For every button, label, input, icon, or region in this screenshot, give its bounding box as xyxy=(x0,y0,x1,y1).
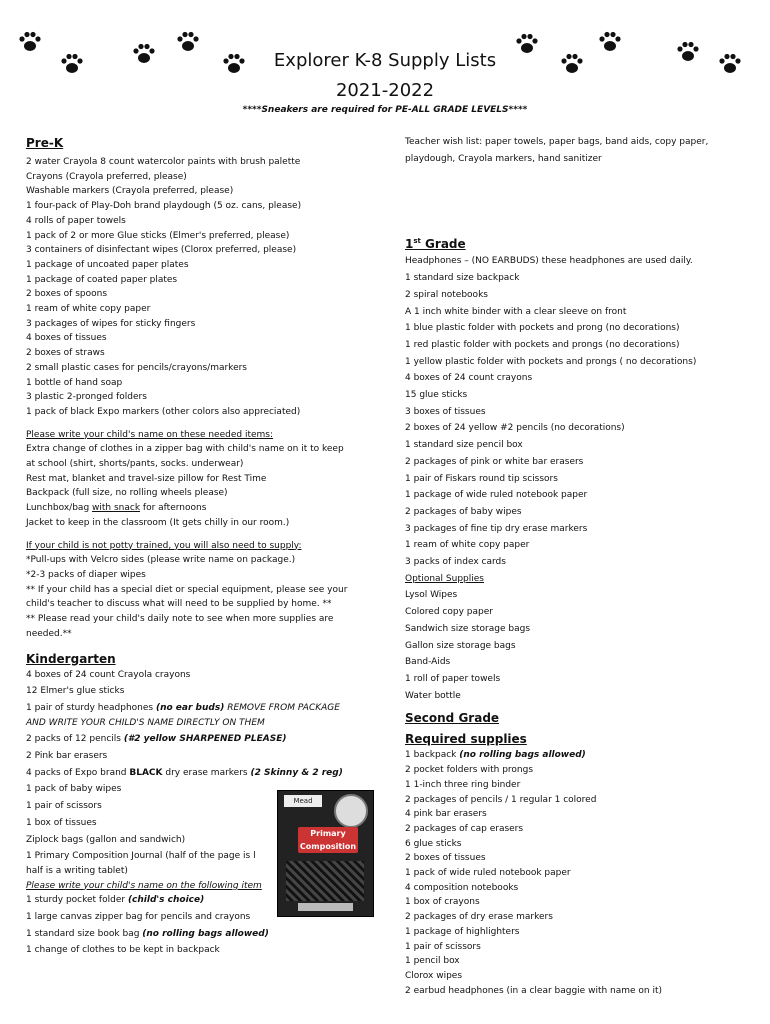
list-item: 2 small plastic cases for pencils/crayons/markers xyxy=(26,362,247,373)
heading-num: 1 xyxy=(405,237,414,252)
lunch-suffix: for afternoons xyxy=(140,503,207,514)
list-item: 1 large canvas zipper bag for pencils and crayons xyxy=(26,912,251,923)
list-item: 4 boxes of 24 count Crayola crayons xyxy=(26,669,191,680)
list-item: 1 bottle of hand soap xyxy=(26,377,123,388)
item-text: 1 backpack xyxy=(405,750,460,761)
teacher-wish-list xyxy=(405,135,755,150)
required-supplies-heading: Required supplies xyxy=(405,732,527,747)
list-item: 2 boxes of spoons xyxy=(26,289,108,300)
list-item: 1 roll of paper towels xyxy=(405,673,501,684)
list-item: Colored copy paper xyxy=(405,607,493,618)
list-item: 1 yellow plastic folder with pockets and prongs ( no decorations) xyxy=(405,356,697,367)
list-item: 2 boxes of 24 yellow #2 pencils (no decorations) xyxy=(405,423,625,434)
item-emphasis: (#2 yellow SHARPENED PLEASE) xyxy=(123,734,287,745)
kindergarten-heading: Kindergarten xyxy=(26,651,116,666)
list-item: 12 Elmer's glue sticks xyxy=(26,686,125,697)
list-item: Clorox wipes xyxy=(405,970,463,981)
list-item: 1 pack of 2 or more Glue sticks (Elmer's preferred, please) xyxy=(26,230,290,241)
list-item: 1 four-pack of Play-Doh brand playdough (5 oz. cans, please) xyxy=(26,201,302,212)
list-item: *Pull-ups with Velcro sides (please write name on package.) xyxy=(26,555,296,566)
list-item: 4 composition notebooks xyxy=(405,882,519,893)
list-item: 1 blue plastic folder with pockets and prong (no decorations) xyxy=(405,323,680,334)
list-item: Headphones – (NO EARBUDS) these headphones are used daily. xyxy=(405,256,693,267)
list-item: 2 packages of dry erase markers xyxy=(405,912,553,923)
list-item: 3 packs of index cards xyxy=(405,557,506,568)
wish-text: paper towels, paper bags, band aids, copy paper, xyxy=(482,137,709,147)
list-item: child's teacher to discuss what will need to be supplied by home. ** xyxy=(26,599,332,610)
list-item: Washable markers (Crayola preferred, please) xyxy=(26,186,234,197)
list-item: 2 boxes of straws xyxy=(26,348,105,359)
item-text: 1 pair of sturdy headphones xyxy=(26,702,156,713)
list-item xyxy=(26,927,386,942)
name-items-heading: Please write your child's name on the following item xyxy=(26,880,262,891)
list-item: 2 pocket folders with prongs xyxy=(405,765,534,776)
list-item: 1 change of clothes to be kept in backpack xyxy=(26,945,220,956)
list-item: 2 boxes of tissues xyxy=(405,853,486,864)
item-text: 1 standard size book bag xyxy=(26,928,143,939)
list-item: 1 Primary Composition Journal (half of the page is l xyxy=(26,851,256,862)
list-item: Jacket to keep in the classroom (It gets chilly in our room.) xyxy=(26,517,290,528)
first-grade-list xyxy=(405,253,755,704)
heading-sup: st xyxy=(413,237,421,246)
prek-list xyxy=(26,155,386,420)
right-column xyxy=(405,135,755,998)
list-item: 2 packages of cap erasers xyxy=(405,823,524,834)
list-item: AND WRITE YOUR CHILD'S NAME DIRECTLY ON THEM xyxy=(26,717,265,728)
list-item: 1 pack of wide ruled notebook paper xyxy=(405,868,571,879)
list-item: Crayons (Crayola preferred, please) xyxy=(26,171,187,182)
list-item: 2 spiral notebooks xyxy=(405,289,488,300)
notebook-label xyxy=(298,903,353,911)
item-emphasis: (child's choice) xyxy=(127,895,205,906)
list-item: 1 pair of Fiskars round tip scissors xyxy=(405,473,558,484)
item-emphasis: BLACK xyxy=(129,767,163,778)
list-item: Lysol Wipes xyxy=(405,590,458,601)
item-emphasis: (no rolling bags allowed) xyxy=(142,928,269,939)
list-item: Rest mat, blanket and travel-size pillow for Rest Time xyxy=(26,473,267,484)
heading-word: Grade xyxy=(420,237,466,252)
item-text: 4 packs of Expo brand xyxy=(26,767,130,778)
name-items-heading: Please write your child's name on these needed items: xyxy=(26,429,274,440)
page-title: Explorer K-8 Supply Lists xyxy=(273,50,497,71)
school-year: 2021-2022 xyxy=(335,80,435,101)
marble-pattern xyxy=(286,861,364,901)
list-item: 4 boxes of tissues xyxy=(26,333,107,344)
list-item: 1 ream of white copy paper xyxy=(405,540,530,551)
list-item: 1 box of tissues xyxy=(26,817,97,828)
optional-supplies-heading: Optional Supplies xyxy=(405,573,484,584)
item-emphasis: (no rolling bags allowed) xyxy=(459,750,586,761)
list-item: 2 packages of pencils / 1 regular 1 colored xyxy=(405,794,597,805)
list-item: 2 earbud headphones (in a clear baggie with name on it) xyxy=(405,985,663,996)
second-grade-heading: Second Grade xyxy=(405,711,500,726)
list-item: 2 packages of baby wipes xyxy=(405,506,522,517)
list-item: 1 1-inch three ring binder xyxy=(405,779,521,790)
list-item: 1 package of highlighters xyxy=(405,926,520,937)
list-item: Gallon size storage bags xyxy=(405,640,516,651)
list-item: 15 glue sticks xyxy=(405,390,468,401)
list-item: 4 rolls of paper towels xyxy=(26,215,126,226)
list-item: 1 standard size backpack xyxy=(405,273,520,284)
notebook-title: Primary Composition xyxy=(299,829,357,851)
list-item: 3 packages of fine tip dry erase markers xyxy=(405,523,588,534)
list-item: 1 red plastic folder with pockets and prongs (no decorations) xyxy=(405,339,680,350)
list-item: Sandwich size storage bags xyxy=(405,623,531,634)
item-text: 1 sturdy pocket folder xyxy=(26,895,128,906)
list-item: ** If your child has a special diet or special equipment, please see your xyxy=(26,584,348,595)
list-item: A 1 inch white binder with a clear sleeve on front xyxy=(405,306,627,317)
composition-notebook-image xyxy=(277,790,374,917)
item-text: 2 packs of 12 pencils xyxy=(26,734,124,745)
list-item: 2 water Crayola 8 count watercolor paints with brush palette xyxy=(26,157,301,167)
list-item: 3 boxes of tissues xyxy=(405,406,486,417)
list-item: Ziplock bags (gallon and sandwich) xyxy=(26,834,186,845)
list-item xyxy=(26,501,386,516)
list-item xyxy=(405,748,755,763)
notebook-brand: Mead xyxy=(284,795,322,807)
list-item: 4 pink bar erasers xyxy=(405,809,487,820)
wish-text-2: playdough, Crayola markers, hand sanitizer xyxy=(405,153,602,164)
list-item: 1 pack of baby wipes xyxy=(26,784,122,795)
list-item xyxy=(26,766,386,781)
list-item: Extra change of clothes in a zipper bag with child's name on it to keep xyxy=(26,444,344,455)
list-item: 3 packages of wipes for sticky fingers xyxy=(26,318,196,329)
list-item: *2-3 packs of diaper wipes xyxy=(26,569,146,580)
list-item: 3 containers of disinfectant wipes (Clorox preferred, please) xyxy=(26,245,297,256)
list-item xyxy=(26,732,386,747)
list-item: ** Please read your child's daily note to see when more supplies are xyxy=(26,614,334,625)
list-item: 1 package of wide ruled notebook paper xyxy=(405,490,588,501)
list-item: Backpack (full size, no rolling wheels please) xyxy=(26,488,228,499)
item-emphasis: (2 Skinny & 2 reg) xyxy=(250,767,343,778)
list-item: 1 pack of black Expo markers (other colors also appreciated) xyxy=(26,406,301,417)
list-item: 1 package of uncoated paper plates xyxy=(26,259,189,270)
list-item: 1 ream of white copy paper xyxy=(26,304,151,315)
prek-heading: Pre-K xyxy=(26,136,64,150)
list-item: 2 Pink bar erasers xyxy=(26,751,108,762)
list-item: 2 packages of pink or white bar erasers xyxy=(405,456,584,467)
item-emphasis: (no ear buds) xyxy=(155,702,225,713)
wish-label: Teacher wish list: xyxy=(405,137,483,147)
potty-heading: If your child is not potty trained, you will also need to supply: xyxy=(26,540,302,551)
list-item: needed.** xyxy=(26,628,72,639)
list-item: 1 pair of scissors xyxy=(26,801,102,812)
list-item: 4 boxes of 24 count crayons xyxy=(405,373,533,384)
lunch-snack: with snack xyxy=(92,503,141,514)
list-item: 1 pair of scissors xyxy=(405,941,481,952)
list-item: 1 pencil box xyxy=(405,956,460,967)
list-item: Band-Aids xyxy=(405,657,451,668)
list-item: 1 package of coated paper plates xyxy=(26,274,178,285)
list-item: 3 plastic 2-pronged folders xyxy=(26,392,147,403)
list-item xyxy=(26,701,386,716)
first-grade-heading xyxy=(405,232,755,253)
list-item: 1 box of crayons xyxy=(405,897,480,908)
list-item: half is a writing tablet) xyxy=(26,865,128,876)
seal-icon xyxy=(334,794,368,828)
lunch-prefix: Lunchbox/bag xyxy=(26,503,93,514)
list-item: Water bottle xyxy=(405,690,461,701)
list-item: 1 standard size pencil box xyxy=(405,440,523,451)
list-item: at school (shirt, shorts/pants, socks. underwear) xyxy=(26,459,244,470)
sneakers-note: ****Sneakers are required for PE-ALL GRADE LEVELS**** xyxy=(242,105,528,115)
list-item: 6 glue sticks xyxy=(405,838,462,849)
second-grade-list xyxy=(405,748,755,998)
item-emphasis: REMOVE FROM PACKAGE xyxy=(224,702,340,713)
item-text: dry erase markers xyxy=(162,767,251,778)
